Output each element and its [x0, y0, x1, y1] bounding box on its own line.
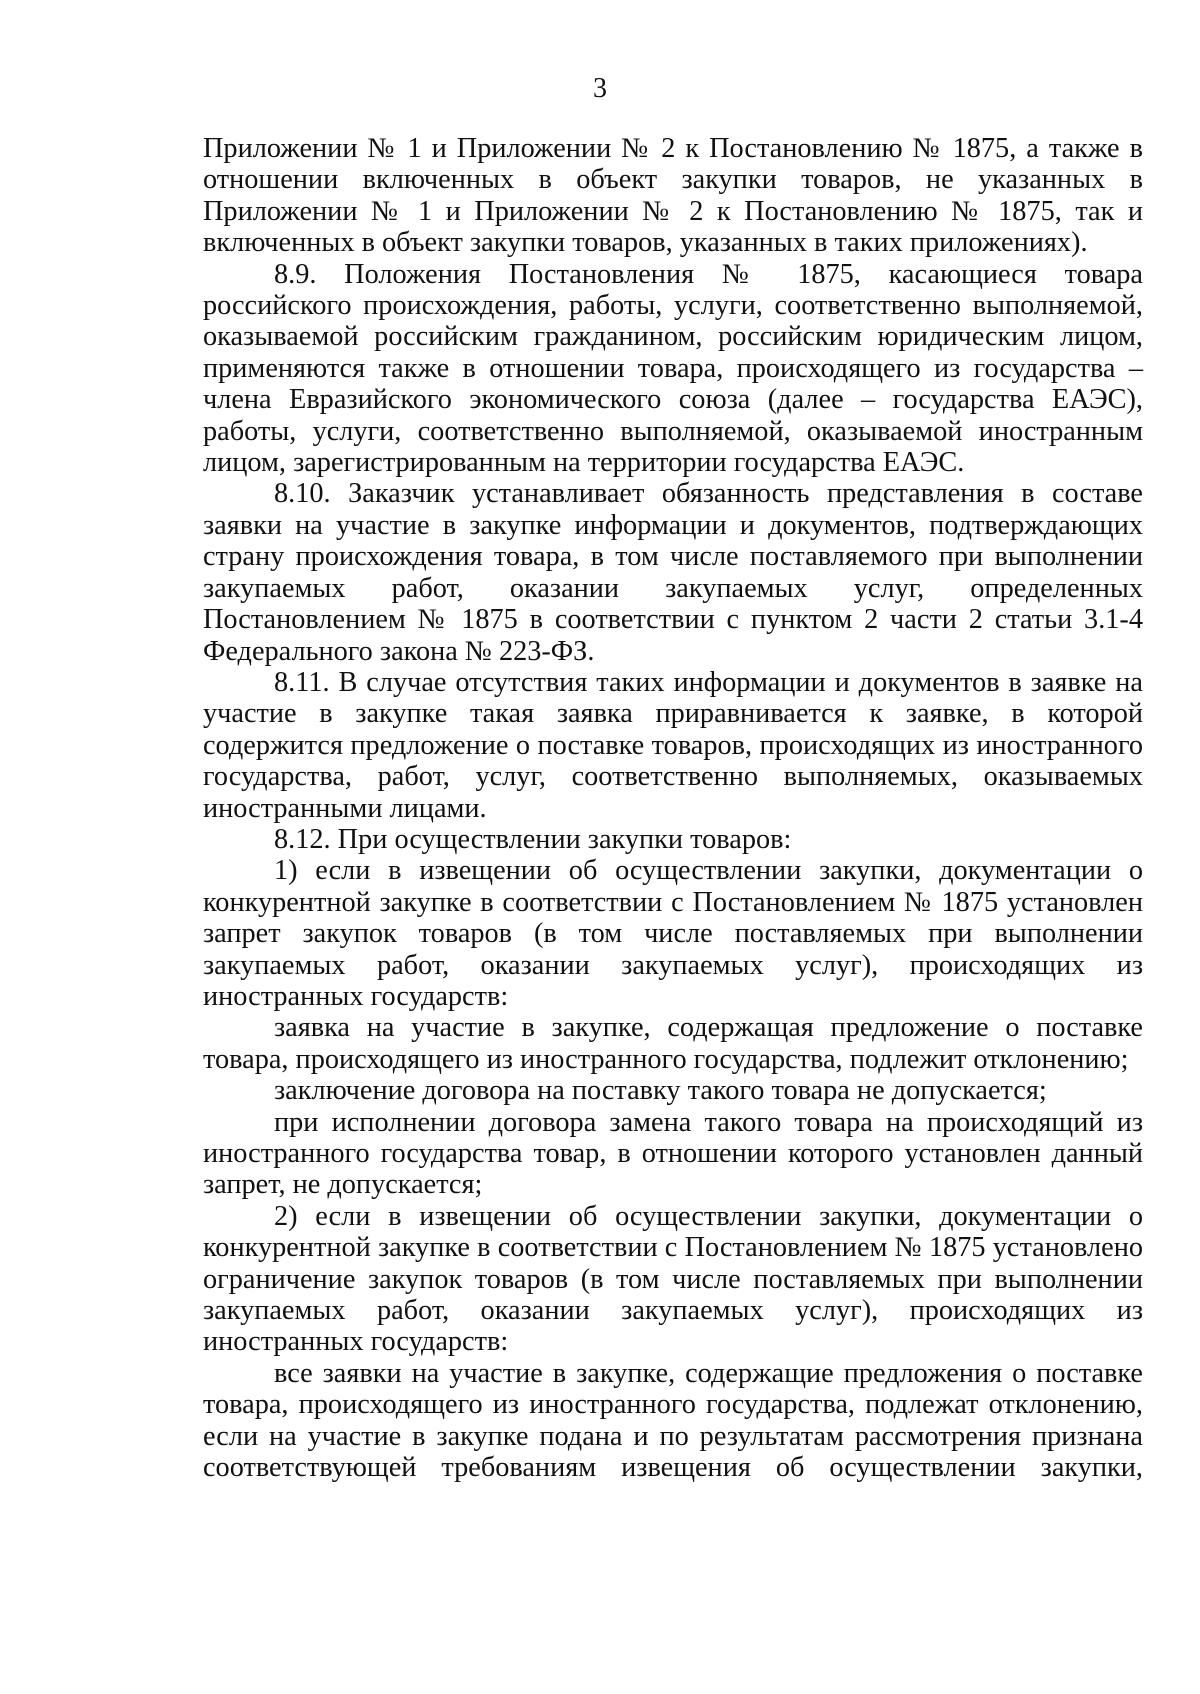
paragraph-8-12: 8.12. При осуществлении закупки товаров:: [274, 823, 792, 855]
paragraph-8-12-item-1-replacement: при исполнении договора замена такого товара на происходящий из иностранного государства товар, в отношении которого установлен данный запрет, не допускается;: [203, 1106, 1143, 1201]
paragraph-8-12-item-2: 2) если в извещении об осуществлении закупки, документации о конкурентной закупке в соответствии с Постановлением № 1875 установлено ограничение закупок товаров (в том числе поставляемых при выполнении закупаемых работ, оказании закупаемых услуг), происходящих из иностранных государств:: [203, 1200, 1143, 1358]
paragraph-8-12-item-1-rejection: заявка на участие в закупке, содержащая предложение о поставке товара, происходящего из иностранного государства, подлежит отклонению;: [203, 1012, 1143, 1075]
paragraph-8-10: 8.10. Заказчик устанавливает обязанность представления в составе заявки на участие в закупке информации и документов, подтверждающих страну происхождения товара, в том числе поставляемого при выполнении закупаемых работ, оказании закупаемых услуг, определенных Постановлением № 1875 в соответствии с пунктом 2 части 2 статьи 3.1-4 Федерального закона № 223-ФЗ.: [203, 478, 1143, 667]
paragraph-8-9: 8.9. Положения Постановления № 1875, касающиеся товара российского происхождения, работы, услуги, соответственно выполняемой, оказываемой российским гражданином, российским юридическим лицом, применяются также в отношении товара, происходящего из государства – члена Евразийского экономического союза (далее – государства ЕАЭС), работы, услуги, соответственно выполняемой, оказываемой иностранным лицом, зарегистрированным на территории государства ЕАЭС.: [203, 258, 1143, 479]
paragraph-8-11: 8.11. В случае отсутствия таких информации и документов в заявке на участие в закупке такая заявка приравнивается к заявке, в которой содержится предложение о поставке товаров, происходящих из иностранного государства, работ, услуг, соответственно выполняемых, оказываемых иностранными лицами.: [203, 666, 1143, 824]
document-body: [203, 133, 1143, 1483]
page-number: 3: [593, 73, 607, 104]
paragraph-8-12-item-1: 1) если в извещении об осуществлении закупки, документации о конкурентной закупке в соответствии с Постановлением № 1875 установлен запрет закупок товаров (в том числе поставляемых при выполнении закупаемых работ, оказании закупаемых услуг), происходящих из иностранных государств:: [203, 855, 1143, 1012]
paragraph-8-12-item-2-rejection: все заявки на участие в закупке, содержащие предложения о поставке товара, происходящего из иностранного государства, подлежат отклонению, если на участие в закупке подана и по результатам рассмотрения признана соответствующей требованиям извещения об осуществлении закупки,: [203, 1357, 1143, 1484]
paragraph-8-12-item-1-contract: заключение договора на поставку такого товара не допускается;: [274, 1075, 1047, 1107]
paragraph-continuation: Приложении № 1 и Приложении № 2 к Постановлению № 1875, а также в отношении включенных в объект закупки товаров, не указанных в Приложении № 1 и Приложении № 2 к Постановлению № 1875, так и включенных в объект закупки товаров, указанных в таких приложениях).: [203, 133, 1143, 259]
